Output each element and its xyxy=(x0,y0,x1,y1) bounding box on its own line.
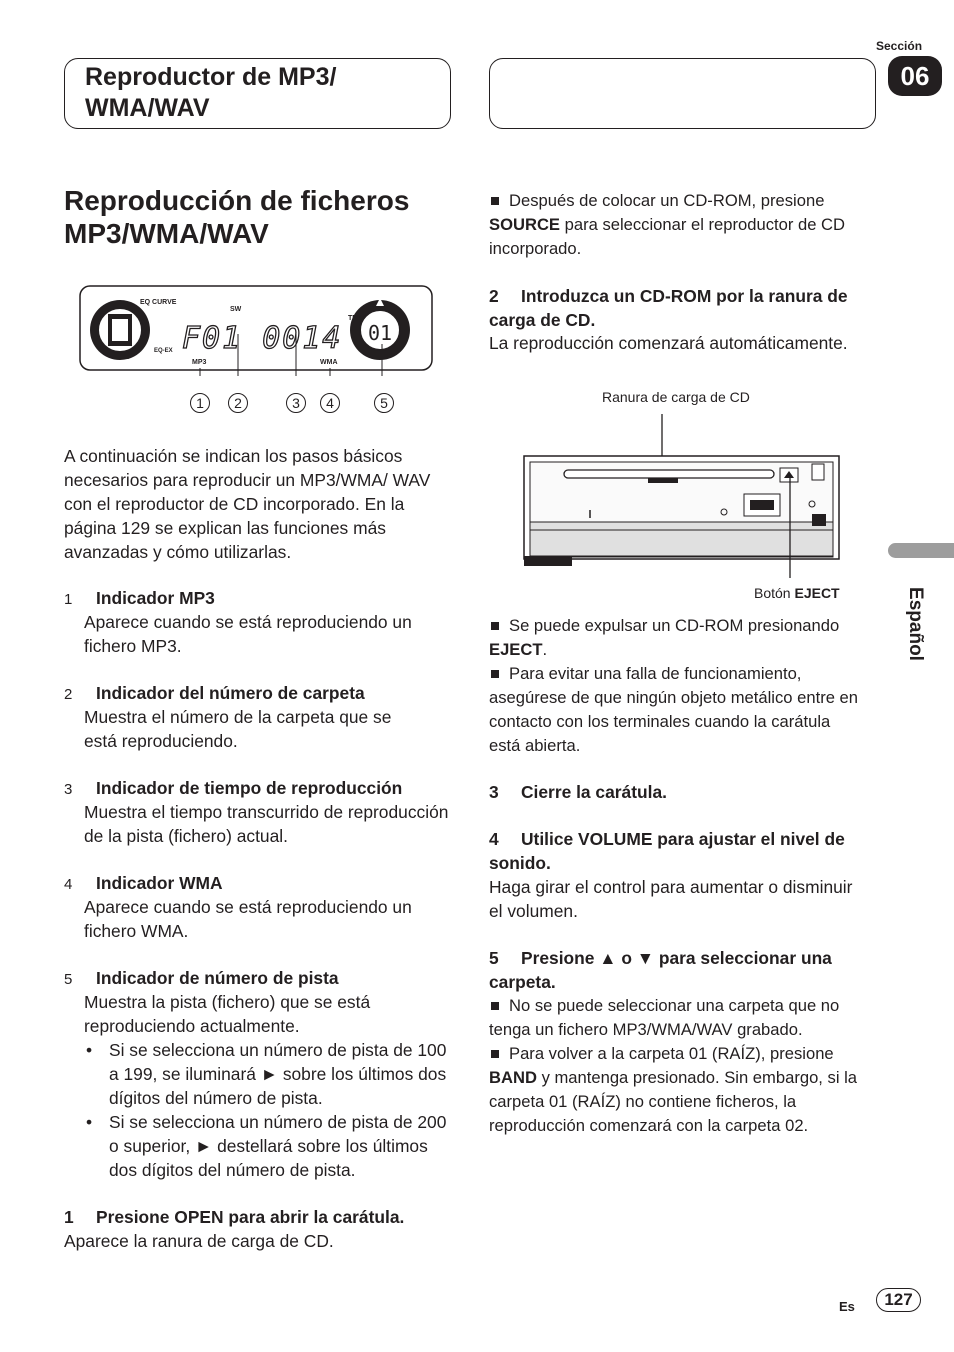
item-5-heading xyxy=(64,966,339,992)
item-1-title: Indicador MP3 xyxy=(96,588,215,608)
step-1-body: Aparece la ranura de carga de CD. xyxy=(64,1231,334,1251)
note-empty-folder xyxy=(489,994,869,1042)
step-4-heading xyxy=(489,827,874,875)
item-4-heading xyxy=(64,871,223,897)
note-root-folder xyxy=(489,1042,864,1138)
callout-1: 1 xyxy=(190,393,210,413)
intro-paragraph: A continuación se indican los pasos básicos necesarios para reproducir un MP3/WMA/ WAV con el reproductor de CD incorporado. En la página 129 se explican las funciones más avanzadas y cómo utilizarlas. xyxy=(64,446,431,562)
item-2-body: Muestra el número de la carpeta que se está reproduciendo. xyxy=(84,707,392,751)
wma-label: WMA xyxy=(320,359,338,366)
square-bullet-icon xyxy=(491,622,499,630)
side-language-label: Español xyxy=(905,587,926,661)
section-label: Sección xyxy=(876,39,923,53)
step-1-number: 1 xyxy=(64,1207,74,1227)
track-bullet-2-text: Si se selecciona un número de pista de 200 o superior, ► destellará sobre los últimos dos dígitos del número de pista. xyxy=(109,1112,447,1180)
sw-label: SW xyxy=(230,306,242,313)
note-eject-key: EJECT xyxy=(489,640,543,659)
side-tab xyxy=(888,543,954,558)
track-bullet-1-text: Si se selecciona un número de pista de 100 a 199, se iluminará ► sobre los últimos dos dígitos del número de pista. xyxy=(109,1040,447,1108)
eq-ex-label: EQ-EX xyxy=(154,348,173,354)
item-4-body: Aparece cuando se está reproduciendo un fichero WMA. xyxy=(84,897,412,941)
caption-cd-slot: Ranura de carga de CD xyxy=(602,389,750,405)
square-bullet-icon xyxy=(491,1050,499,1058)
note-root-folder-text-a: Para volver a la carpeta 01 (RAÍZ), presione xyxy=(509,1044,834,1063)
item-1-heading xyxy=(64,586,215,612)
item-3-heading xyxy=(64,776,402,802)
item-3-body: Muestra el tiempo transcurrido de reproducción de la pista (fichero) actual. xyxy=(84,802,449,846)
note-empty-folder-text: No se puede seleccionar una carpeta que no tenga un fichero MP3/WMA/WAV grabado. xyxy=(489,996,840,1039)
item-5-body: Muestra la pista (fichero) que se está reproduciendo actualmente. xyxy=(84,992,371,1036)
callout-2: 2 xyxy=(228,393,248,413)
item-2-heading xyxy=(64,681,365,707)
section-number-badge: 06 xyxy=(888,56,942,96)
step-5-title: Presione ▲ o ▼ para seleccionar una carpeta. xyxy=(489,948,832,992)
item-5-number: 5 xyxy=(64,971,73,988)
note-root-folder-key: BAND xyxy=(489,1068,537,1087)
header-title-box xyxy=(64,58,451,129)
cd-unit-illustration xyxy=(522,410,842,582)
item-1-body: Aparece cuando se está reproduciendo un fichero MP3. xyxy=(84,612,412,656)
note-source-key: SOURCE xyxy=(489,215,560,234)
item-2-number: 2 xyxy=(64,686,73,703)
left-dial-icon xyxy=(90,300,150,360)
caption-eject-key: EJECT xyxy=(794,585,840,601)
page-number: 127 xyxy=(876,1288,921,1312)
header-title: Reproductor de MP3/ WMA/WAV xyxy=(85,63,337,122)
step-5-number: 5 xyxy=(489,948,499,968)
note-metal-text: Para evitar una falla de funcionamiento, asegúrese de que ningún objeto metálico entre en contacto con los terminales cuando la carátula está abierta. xyxy=(489,664,859,755)
step-2-title: Introduzca un CD-ROM por la ranura de carga de CD. xyxy=(489,286,848,330)
track-bullet-1: • Si se selecciona un número de pista de 100 a 199, se iluminará ► sobre los últimos dos dígitos del número de pista. xyxy=(86,1038,456,1110)
step-5-heading xyxy=(489,946,874,994)
step-4-body: Haga girar el control para aumentar o disminuir el volumen. xyxy=(489,877,853,921)
segment-display: F01 0014 xyxy=(182,321,343,356)
caption-eject xyxy=(754,585,840,601)
item-3-number: 3 xyxy=(64,781,73,798)
caption-eject-text: Botón xyxy=(754,585,791,601)
callout-3: 3 xyxy=(286,393,306,413)
mp3-label: MP3 xyxy=(192,359,207,366)
step-3-number: 3 xyxy=(489,782,499,802)
step-2-heading xyxy=(489,284,874,332)
square-bullet-icon xyxy=(491,670,499,678)
step-4-number: 4 xyxy=(489,829,499,849)
step-3-heading xyxy=(489,780,874,804)
trk-label: TRK xyxy=(348,315,363,322)
item-1-number: 1 xyxy=(64,591,73,608)
header-empty-box xyxy=(489,58,876,129)
item-3-title: Indicador de tiempo de reproducción xyxy=(96,778,403,798)
item-5-title: Indicador de número de pista xyxy=(96,968,339,988)
callout-5: 5 xyxy=(374,393,394,413)
track-bullet-2: • Si se selecciona un número de pista de 200 o superior, ► destellará sobre los últimos dos dígitos del número de pista. xyxy=(86,1110,456,1182)
track-digits: 01 xyxy=(368,321,393,345)
step-1-heading xyxy=(64,1205,404,1229)
note-source-text-b: para seleccionar el reproductor de CD incorporado. xyxy=(489,215,846,258)
step-1-title: Presione OPEN para abrir la carátula. xyxy=(96,1207,405,1227)
item-4-number: 4 xyxy=(64,876,73,893)
step-3-title: Cierre la carátula. xyxy=(521,782,667,802)
main-title: Reproducción de ficheros MP3/WMA/WAV xyxy=(64,185,410,249)
step-4-title: Utilice VOLUME para ajustar el nivel de sonido. xyxy=(489,829,845,873)
note-metal xyxy=(489,662,864,758)
display-illustration xyxy=(78,284,438,376)
square-bullet-icon xyxy=(491,197,499,205)
square-bullet-icon xyxy=(491,1002,499,1010)
footer-lang-code: Es xyxy=(839,1299,855,1314)
note-eject: Se puede expulsar un CD-ROM presionando EJECT. xyxy=(489,616,840,659)
note-source-text-a: Después de colocar un CD-ROM, presione xyxy=(509,191,825,210)
note-root-folder-text-b: y mantenga presionado. Sin embargo, si la carpeta 01 (RAÍZ) no contiene ficheros, la reproducción comenzará con la carpeta 02. xyxy=(489,1068,858,1135)
step-2-number: 2 xyxy=(489,286,499,306)
item-4-title: Indicador WMA xyxy=(96,873,223,893)
note-source xyxy=(489,189,869,261)
step-2-body: La reproducción comenzará automáticamente. xyxy=(489,333,848,353)
note-eject-text: Se puede expulsar un CD-ROM presionando xyxy=(509,616,840,635)
item-2-title: Indicador del número de carpeta xyxy=(96,683,365,703)
eq-curve-label: EQ CURVE xyxy=(140,299,177,306)
callout-4: 4 xyxy=(320,393,340,413)
